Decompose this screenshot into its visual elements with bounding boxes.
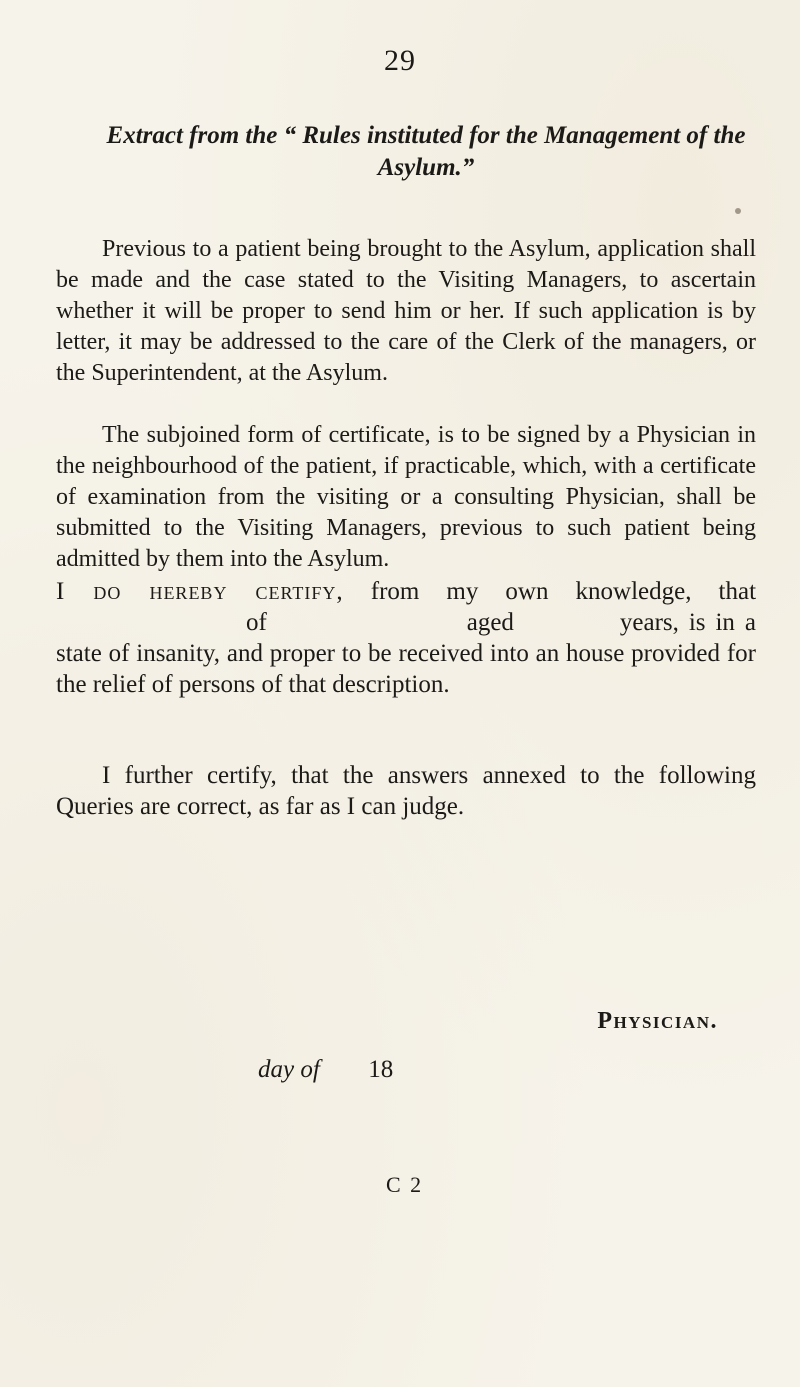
certificate-lead: I do hereby certify, — [56, 578, 344, 605]
date-day-of: day of — [258, 1056, 320, 1083]
ink-speck — [735, 208, 741, 214]
certificate-text-insanity: years, is in a state of insanity, and proper to be received into an house provided for the relief of persons of that description. — [56, 609, 756, 698]
certificate-text-aged: aged — [466, 609, 514, 636]
certificate-form — [56, 576, 756, 700]
date-year-prefix: 18 — [368, 1056, 394, 1083]
certificate-text-knowledge: from my own knowledge, that — [370, 578, 757, 605]
physician-signature-label: Physician. — [597, 1008, 718, 1034]
certificate-text-of: of — [245, 609, 267, 636]
paragraph-further-certify: I further certify, that the answers annexed to the following Queries are correct, as far as I can judge. — [56, 762, 756, 820]
page-number: 29 — [384, 44, 416, 77]
paragraph-certificate-form: The subjoined form of certificate, is to be signed by a Physician in the neighbourhood of the patient, if practicable, which, with a certificate of examination from the visiting or a consulting Physician, shall be submitted to the Visiting Managers, previous to such patient being admitted by them into the Asylum. — [56, 422, 756, 572]
date-line — [258, 1056, 393, 1084]
signature-mark: C 2 — [386, 1172, 424, 1197]
paragraph-application: Previous to a patient being brought to the Asylum, application shall be made and the case stated to the Visiting Managers, to ascertain whether it will be proper to send him or her. If such application is by letter, it may be addressed to the care of the Clerk of the managers, or the Superintendent, at the Asylum. — [56, 236, 756, 386]
document-heading: Extract from the “ Rules instituted for the Management of the Asylum.” — [106, 122, 746, 181]
